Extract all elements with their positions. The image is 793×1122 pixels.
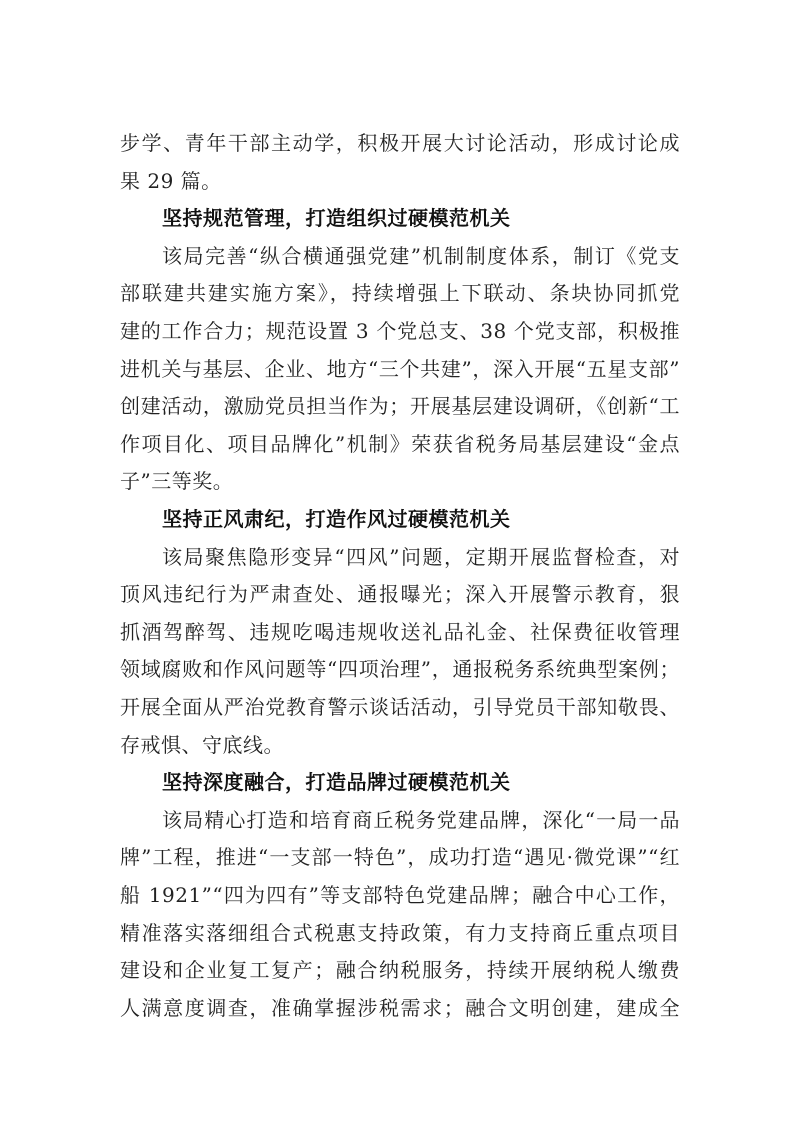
paragraph-line: 创建活动，激励党员担当作为；开展基层建设调研，《创新“工 — [120, 394, 680, 419]
paragraph-line: 建设和企业复工复产；融合纳税服务，持续开展纳税人缴费 — [120, 958, 680, 983]
section-heading: 坚持正风肃纪，打造作风过硬模范机关 — [162, 507, 511, 531]
section-heading: 坚持规范管理，打造组织过硬模范机关 — [162, 206, 511, 231]
section-heading: 坚持深度融合，打造品牌过硬模范机关 — [162, 770, 511, 795]
paragraph-line: 步学、青年干部主动学，积极开展大讨论活动，形成讨论成 — [120, 131, 680, 155]
paragraph-line: 领域腐败和作风问题等“四项治理”，通报税务系统典型案例； — [120, 657, 680, 682]
paragraph-line: 牌”工程，推进“一支部一特色”，成功打造“遇见·微党课”“红 — [120, 845, 680, 870]
paragraph-line: 该局聚焦隐形变异“四风”问题，定期开展监督检查，对 — [162, 544, 680, 569]
paragraph-line: 船 1921”“四为四有”等支部特色党建品牌；融合中心工作， — [120, 883, 680, 907]
paragraph-line: 建的工作合力；规范设置 3 个党总支、38 个党支部，积极推 — [120, 319, 680, 343]
paragraph-line: 果 29 篇。 — [120, 168, 222, 193]
paragraph-line: 作项目化、项目品牌化”机制》荣获省税务局基层建设“金点 — [120, 431, 680, 456]
paragraph-line: 该局精心打造和培育商丘税务党建品牌，深化“一局一品 — [162, 807, 680, 832]
paragraph-line: 顶风违纪行为严肃查处、通报曝光；深入开展警示教育，狠 — [120, 582, 680, 607]
paragraph-line: 开展全面从严治党教育警示谈话活动，引导党员干部知敬畏、 — [120, 695, 680, 719]
paragraph-line: 子”三等奖。 — [120, 469, 234, 494]
paragraph-line: 存戒惧、守底线。 — [120, 732, 284, 757]
paragraph-line: 部联建共建实施方案》，持续增强上下联动、条块协同抓党 — [120, 281, 680, 306]
paragraph-line: 人满意度调查，准确掌握涉税需求；融合文明创建，建成全 — [120, 995, 680, 1020]
paragraph-line: 该局完善“纵合横通强党建”机制制度体系，制订《党支 — [162, 243, 680, 268]
paragraph-line: 精准落实落细组合式税惠支持政策，有力支持商丘重点项目 — [120, 920, 680, 945]
paragraph-line: 抓酒驾醉驾、违规吃喝违规收送礼品礼金、社保费征收管理 — [120, 619, 680, 644]
paragraph-line: 进机关与基层、企业、地方“三个共建”，深入开展“五星支部” — [120, 356, 680, 381]
